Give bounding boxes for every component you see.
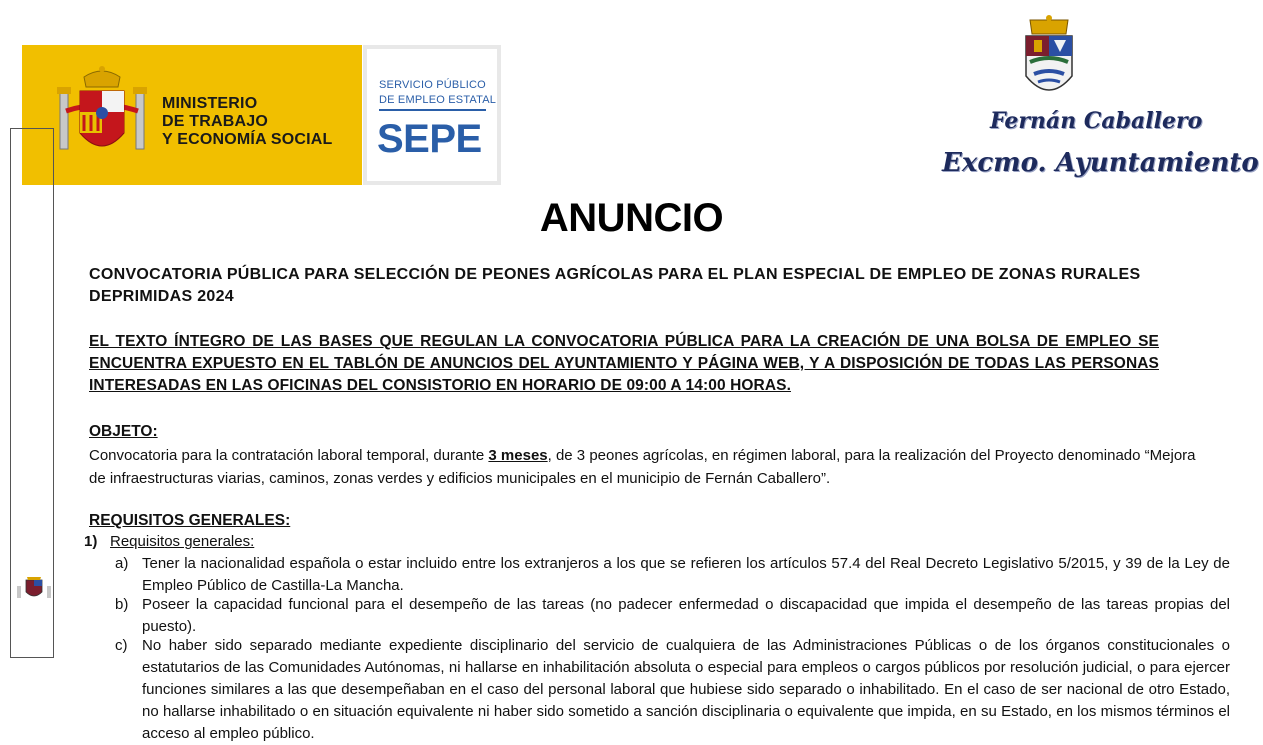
sepe-subtitle-2: DE EMPLEO ESTATAL: [379, 94, 497, 106]
list-item-text: No haber sido separado mediante expediente disciplinario del servicio de cualquiera de las Administraciones Públicas o de los órganos constitucionales o estatutarios de las Comunidades Autónomas, ni hallarse en inhabilitación absoluta o especial para empleos o cargos públicos por resolución judicial, o para ejercer funciones similares a las que desempeñaban en el caso del personal laboral que hubiese sido separado o inhabilitado. En el caso de ser nacional de otro Estado, no hallarse inhabilitado o en situación equivalente ni haber sido sometido a sanción disciplinaria o equivalente que impida, en su Estado, en los mismos términos el acceso al empleo público.: [142, 637, 1230, 742]
requisitos-number: 1): [84, 533, 98, 550]
sepe-logo: [363, 45, 501, 185]
list-item-text: Tener la nacionalidad española o estar incluido entre los extranjeros a los que se refieren los artículos 57.4 del Real Decreto Legislativo 5/2015, y 39 de la Ley de Empleo Público de Castilla-La Mancha.: [142, 555, 1230, 594]
announcement-subtitle: CONVOCATORIA PÚBLICA PARA SELECCIÓN DE PEONES AGRÍCOLAS PARA EL PLAN ESPECIAL DE EMPLEO DE ZONAS RURALES DEPRIMIDAS 2024: [89, 266, 1141, 305]
ministry-line-1: MINISTERIO: [162, 95, 258, 112]
objeto-text-post: , de 3 peones agrícolas, en régimen laboral, para la realización del Proyecto denominado “Mejora de infraestructuras viarias, caminos, zonas verdes y edificios municipales en el municipio de Fernán Caballero”.: [89, 447, 1196, 487]
sepe-divider: [379, 109, 486, 111]
objeto-paragraph: [89, 444, 1199, 490]
ministry-line-2: DE TRABAJO: [162, 113, 269, 130]
town-name: Fernán Caballero: [990, 108, 1203, 134]
requisitos-heading: REQUISITOS GENERALES:: [89, 512, 291, 529]
spain-coat-of-arms-icon: [52, 63, 152, 163]
list-item-label: b): [115, 596, 129, 613]
signature-connector: [10, 128, 54, 129]
sepe-subtitle-1: SERVICIO PÚBLICO: [379, 79, 486, 91]
ministry-line-3: Y ECONOMÍA SOCIAL: [162, 131, 333, 148]
objeto-heading-text: OBJETO: [89, 423, 153, 440]
page-title: ANUNCIO: [539, 196, 724, 240]
list-item-label: a): [115, 555, 129, 572]
requisitos-subheading: Requisitos generales:: [110, 533, 255, 550]
ministry-name: [162, 95, 333, 149]
town-crest-icon: [1020, 14, 1078, 104]
objeto-duration: 3 meses: [488, 447, 548, 464]
signature-crest-icon: [15, 576, 53, 600]
list-item-text: Poseer la capacidad funcional para el desempeño de las tareas (no padecer enfermedad o discapacidad que impida el desempeño de las tareas propias del puesto).: [142, 596, 1230, 635]
town-council-label: Excmo. Ayuntamiento: [942, 148, 1259, 178]
objeto-text-pre: Convocatoria para la contratación laboral temporal, durante: [89, 447, 489, 464]
objeto-heading: OBJETO:: [89, 423, 158, 440]
notice-paragraph: EL TEXTO ÍNTEGRO DE LAS BASES QUE REGULAN LA CONVOCATORIA PÚBLICA PARA LA CREACIÓN DE UNA BOLSA DE EMPLEO SE ENCUENTRA EXPUESTO EN EL TABLÓN DE ANUNCIOS DEL AYUNTAMIENTO Y PÁGINA WEB, Y A DISPOSICIÓN DE TODAS LAS PERSONAS INTERESADAS EN LAS OFICINAS DEL CONSISTORIO EN HORARIO DE 09:00 A 14:00 HORAS.: [89, 333, 1159, 394]
ministry-logo: [22, 45, 362, 185]
sepe-wordmark: SEPE: [377, 117, 482, 161]
list-item-label: c): [115, 637, 128, 654]
